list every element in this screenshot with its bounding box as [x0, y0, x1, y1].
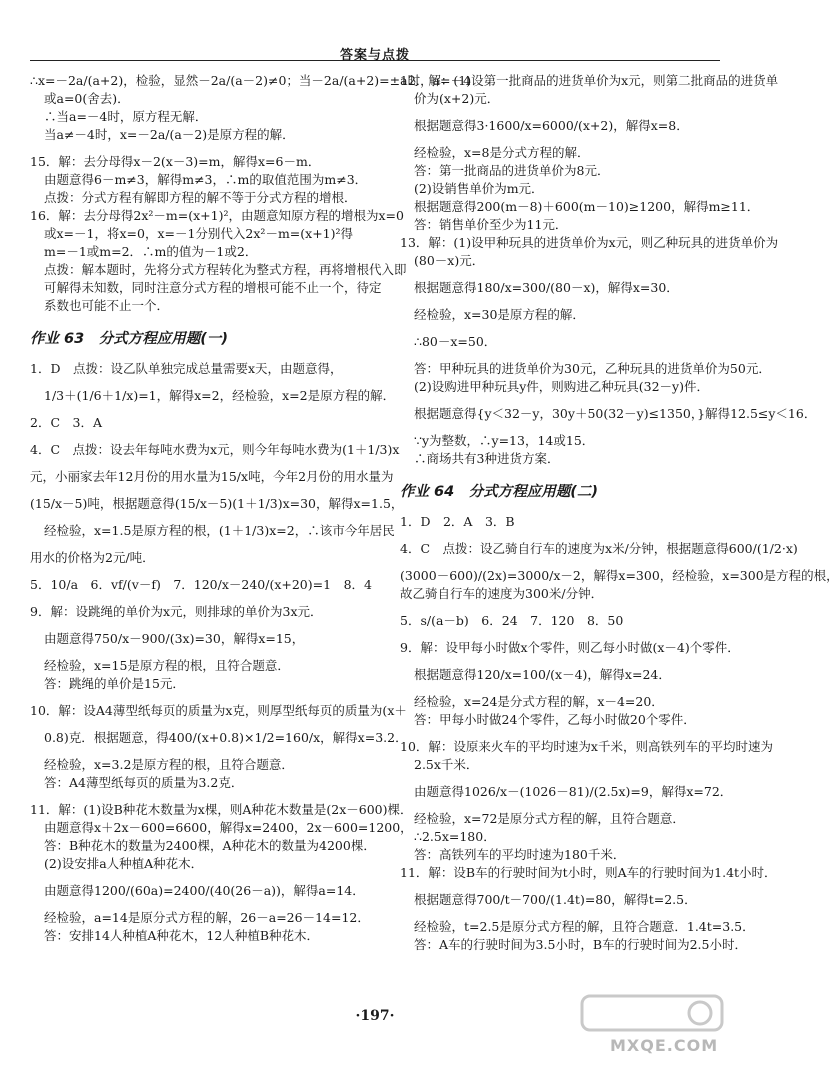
text-line: 价为(x+2)元． [414, 91, 500, 106]
text-line: 根据题意得700/t－700/(1.4t)=80，解得t=2.5． [414, 892, 697, 907]
text-line: 元，小丽家去年12月份的用水量为15/x吨，今年2月份的用水量为 [30, 469, 394, 484]
text-line: 10．解：设A4薄型纸每页的质量为x克，则厚型纸每页的质量为(x＋ [30, 703, 407, 718]
text-line: 经检验，a=14是原分式方程的解，26－a=26－14=12． [44, 910, 370, 925]
text-line: 由题意得750/x－900/(3x)=30，解得x=15， [44, 631, 305, 646]
text-line: 11．解：设B车的行驶时间为t小时，则A车的行驶时间为1.4t小时． [400, 865, 777, 880]
text-line: ∴2.5x=180． [414, 829, 496, 844]
page-header [30, 0, 720, 61]
text-line: (15/x－5)吨，根据题意得(15/x－5)(1＋1/3)x=30，解得x=1.5， [30, 496, 404, 511]
text-line: 根据题意得120/x=100/(x－4)，解得x=24． [414, 667, 671, 682]
right-column [400, 72, 839, 954]
text-line: 由题意得6－m≠3，解得m≠3，∴m的取值范围为m≠3． [44, 172, 368, 187]
watermark-circle-shape [689, 1002, 711, 1024]
text-line: 根据题意得200(m－8)＋600(m－10)≥1200，解得m≥11． [414, 199, 760, 214]
text-line: 由题意得1026/x－(1026－81)/(2.5x)=9，解得x=72． [414, 784, 733, 799]
text-line: 9．解：设甲每小时做x个零件，则乙每小时做(x－4)个零件． [400, 640, 740, 655]
text-line: (2)设销售单价为m元． [414, 181, 544, 196]
text-line: (2)设购进甲种玩具y件，则购进乙种玩具(32－y)件． [414, 379, 709, 394]
text-line: 由题意得x＋2x－600=6600，解得x=2400，2x－600=1200， [44, 820, 413, 835]
text-line: 2.5x千米． [414, 757, 479, 772]
text-line: m=－1或m=2．∴m的值为－1或2． [44, 244, 258, 259]
text-line: 11．解：(1)设B种花木数量为x棵，则A种花木数量是(2x－600)棵． [30, 802, 413, 817]
watermark-text: MXQE.COM [610, 1036, 719, 1055]
text-line: 答：销售单价至少为11元． [414, 217, 568, 232]
text-line: 经检验，x=24是分式方程的解，x－4=20． [414, 694, 664, 709]
text-line: 12．解：(1)设第一批商品的进货单价为x元，则第二批商品的进货单 [400, 73, 779, 88]
text-line: 答：安排14人种植A种花木，12人种植B种花木． [44, 928, 320, 943]
text-line: 用水的价格为2元/吨． [30, 550, 155, 565]
text-line: 答：甲每小时做24个零件，乙每小时做20个零件． [414, 712, 696, 727]
page-number: ·197· [355, 1008, 395, 1024]
text-line: ∴商场共有3种进货方案． [414, 451, 560, 466]
text-line: 经检验，x=15是原方程的根，且符合题意． [44, 658, 290, 673]
text-line: 答：跳绳的单价是15元． [44, 676, 185, 691]
text-line: 当a≠－4时，x=－2a/(a－2)是原方程的解． [44, 127, 295, 142]
text-line: 经检验，x=8是分式方程的解． [414, 145, 590, 160]
text-line: 经检验，x=72是原分式方程的解，且符合题意． [414, 811, 685, 826]
section-heading-63: 作业 63 分式方程应用题(一) [30, 331, 228, 347]
text-line: 或a=0(舍去)． [44, 91, 130, 106]
text-line: 16．解：去分母得2x²－m=(x+1)²，由题意知原方程的增根为x=0 [30, 208, 404, 223]
text-line: 答：A车的行驶时间为3.5小时，B车的行驶时间为2.5小时． [414, 937, 747, 952]
text-line: 答：甲种玩具的进货单价为30元，乙种玩具的进货单价为50元． [414, 361, 771, 376]
text-line: 9．解：设跳绳的单价为x元，则排球的单价为3x元． [30, 604, 323, 619]
text-line: 4．C 点拨：设去年每吨水费为x元，则今年每吨水费为(1＋1/3)x [30, 442, 400, 457]
text-line: (2)设安排a人种植A种花木． [44, 856, 204, 871]
text-line: (3000－600)/(2x)=3000/x－2，解得x=300，经检验，x=300是方程的根， [400, 568, 839, 583]
text-line: 根据题意得3·1600/x=6000/(x+2)，解得x=8． [414, 118, 689, 133]
text-line: 4．C 点拨：设乙骑自行车的速度为x米/分钟，根据题意得600/(1/2·x) [400, 541, 798, 556]
text-line: 5．s/(a－b) 6．24 7．120 8．50 [400, 613, 624, 628]
text-line: 1．D 点拨：设乙队单独完成总量需要x天，由题意得， [30, 361, 343, 376]
text-line: 根据题意得{y＜32－y，30y＋50(32－y)≤1350，}解得12.5≤y＜16． [414, 406, 817, 421]
text-line: 答：A4薄型纸每页的质量为3.2克． [44, 775, 244, 790]
text-line: 可解得未知数，同时注意分式方程的增根可能不止一个，待定 [44, 280, 382, 295]
section-64-block [400, 513, 839, 954]
text-line: 2．C 3．A [30, 415, 102, 430]
text-line: ∴当a=－4时，原方程无解． [44, 109, 208, 124]
text-line: 答：第一批商品的进货单价为8元． [414, 163, 610, 178]
header-title: 答案与点拨 [339, 48, 410, 63]
text-line: 经检验，x=3.2是原方程的根，且符合题意． [44, 757, 294, 772]
text-line: 1/3＋(1/6＋1/x)=1，解得x=2，经检验，x=2是原方程的解． [44, 388, 396, 403]
text-line: 答：高铁列车的平均时速为180千米． [414, 847, 626, 862]
text-line: 点拨：分式方程有解即方程的解不等于分式方程的增根． [44, 190, 357, 205]
text-line: 1．D 2．A 3．B [400, 514, 515, 529]
text-line: (80－x)元． [414, 253, 485, 268]
right-top-block [400, 72, 817, 468]
text-line: 13．解：(1)设甲种玩具的进货单价为x元，则乙种玩具的进货单价为 [400, 235, 779, 250]
text-line: 经检验，t=2.5是原分式方程的解，且符合题意．1.4t=3.5． [414, 919, 755, 934]
text-line: ∵y为整数，∴y=13，14或15． [414, 433, 595, 448]
text-line: 系数也可能不止一个． [44, 298, 170, 313]
text-line: 经检验，x=30是原方程的解． [414, 307, 585, 322]
text-line: 故乙骑自行车的速度为300米/分钟． [400, 586, 604, 601]
text-line: 根据题意得180/x=300/(80－x)，解得x=30． [414, 280, 679, 295]
text-line: ∴x=－2a/(a+2)，检验，显然－2a/(a－2)≠0；当－2a/(a+2)=±a时，a=－4 [30, 73, 471, 88]
text-line: 15．解：去分母得x－2(x－3)=m，解得x=6－m． [30, 154, 321, 169]
text-line: 10．解：设原来火车的平均时速为x千米，则高铁列车的平均时速为 [400, 739, 773, 754]
section-heading-64: 作业 64 分式方程应用题(二) [400, 484, 598, 500]
text-line: 经检验，x=1.5是原方程的根，(1＋1/3)x=2，∴该市今年居民 [44, 523, 395, 538]
text-line: 0.8)克．根据题意，得400/(x+0.8)×1/2=160/x，解得x=3.2． [44, 730, 408, 745]
text-line: 由题意得1200/(60a)=2400/(40(26－a))，解得a=14． [44, 883, 365, 898]
text-line: 答：B种花木的数量为2400棵，A种花木的数量为4200棵． [44, 838, 376, 853]
text-line: 或x=－1，将x=0，x=－1分别代入2x²－m=(x+1)²得 [44, 226, 354, 241]
text-line: 5．10/a 6．vf/(v－f) 7．120/x－240/(x+20)=1 8．4 [30, 577, 372, 592]
section-63-block [30, 360, 413, 945]
text-line: ∴80－x=50． [414, 334, 497, 349]
text-line: 点拨：解本题时，先将分式方程转化为整式方程，再将增根代入即 [44, 262, 407, 277]
